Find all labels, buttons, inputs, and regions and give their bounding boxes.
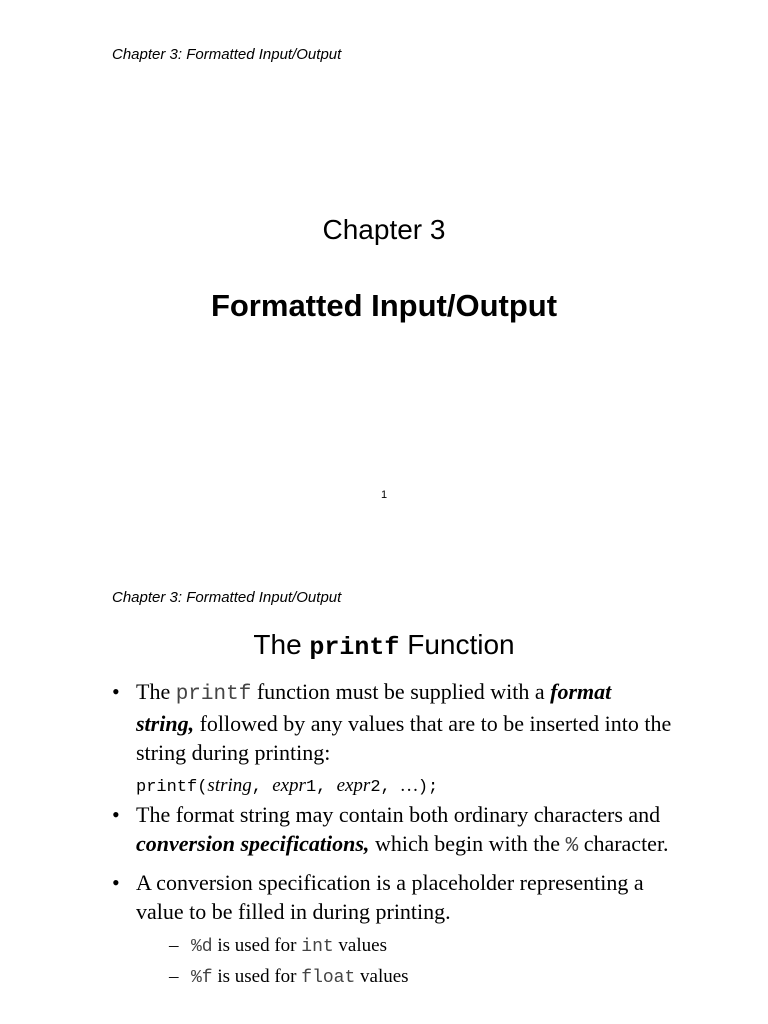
inline-code: float (301, 968, 356, 988)
running-head: Chapter 3: Formatted Input/Output (112, 46, 342, 63)
sub-marker: – (169, 966, 179, 987)
bullet-text: The format string may contain both ordinary characters and (136, 802, 661, 827)
syntax-arg: string (207, 775, 252, 796)
printf-slide (0, 543, 768, 1024)
syntax-ellipsis: … (400, 775, 418, 796)
slide-title-before: The (253, 629, 310, 660)
bullet-text: A conversion specification is a placeholder representing a value to be filled in during printing. (136, 870, 644, 924)
sub-item (136, 962, 672, 993)
sub-list (136, 931, 672, 993)
slide-title-after: Function (399, 629, 515, 660)
slide-title-code: printf (309, 633, 400, 662)
bullet-list (112, 677, 672, 993)
syntax-sep: , (380, 778, 401, 797)
inline-code: % (565, 835, 579, 858)
syntax-arg: expr (272, 775, 306, 796)
sub-text: values (333, 935, 387, 956)
syntax-num: 1 (305, 778, 317, 797)
running-head: Chapter 3: Formatted Input/Output (112, 589, 342, 606)
syntax-sep: , (251, 778, 273, 797)
page-number: 1 (380, 489, 388, 501)
syntax-sep: , (316, 778, 337, 797)
syntax-num: 2 (370, 778, 381, 797)
sub-marker: – (169, 935, 179, 956)
syntax-arg: expr (336, 775, 371, 796)
inline-code: %f (191, 968, 213, 988)
bullet-text: function must be supplied with a (251, 679, 551, 704)
sub-item (136, 931, 672, 962)
bullet-item (112, 868, 672, 993)
chapter-title: Formatted Input/Output (210, 288, 558, 323)
sub-text: is used for (212, 966, 302, 987)
chapter-number: Chapter 3 (322, 214, 446, 245)
bullet-text: followed by any values that are to be inserted into the string during printing: (136, 711, 672, 765)
bullet-marker: • (112, 870, 120, 895)
slide-title (0, 627, 768, 666)
syntax-fn: printf( (136, 778, 208, 797)
inline-code: %d (191, 937, 213, 957)
bullet-text: The (136, 679, 176, 704)
bullet-marker: • (112, 802, 120, 827)
bullet-item (112, 677, 672, 767)
emphasis-text: conversion specifications, (136, 831, 370, 856)
emphasis-text: format string, (136, 679, 612, 736)
syntax-example (112, 774, 672, 800)
sub-text: values (355, 966, 409, 987)
syntax-close: ); (417, 778, 439, 797)
inline-code: printf (175, 683, 252, 706)
inline-code: int (301, 937, 334, 957)
sub-text: is used for (212, 935, 302, 956)
bullet-text: character. (578, 831, 669, 856)
bullet-marker: • (112, 679, 120, 704)
bullet-item (112, 800, 672, 861)
bullet-text: which begin with the (369, 831, 566, 856)
